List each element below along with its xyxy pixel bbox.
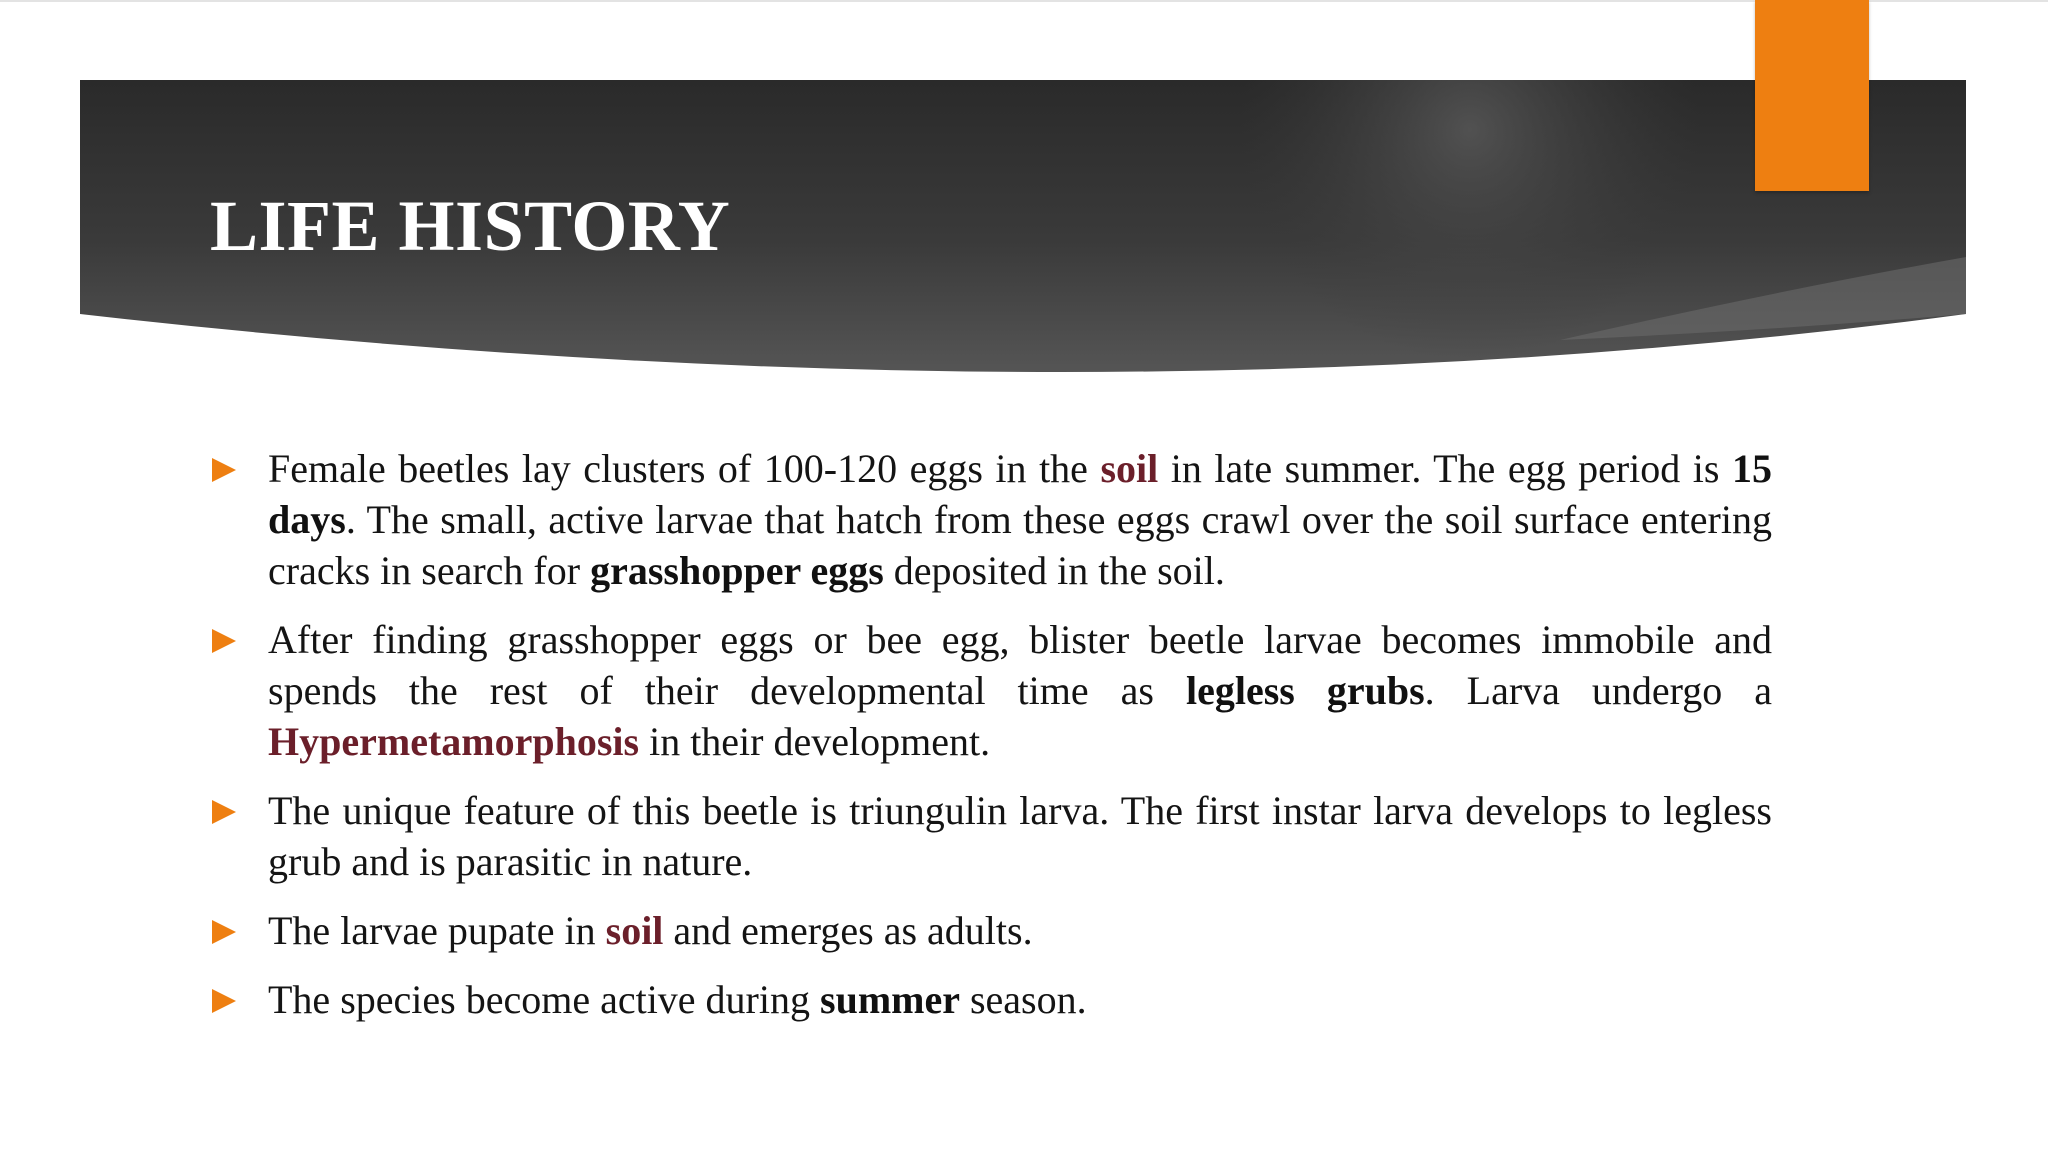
bullet-text: The species become active during bbox=[268, 977, 820, 1022]
highlight-text: Hypermetamorphosis bbox=[268, 719, 640, 764]
highlight-text: soil bbox=[605, 908, 664, 953]
bullet-text: The unique feature of this beetle is triungulin larva. The first instar larva develops to legless grub and is parasitic in nature. bbox=[268, 788, 1772, 884]
bullet-text: Female beetles lay clusters of 100-120 eggs in the bbox=[268, 446, 1101, 491]
bullet-text: in late summer. The egg period is bbox=[1158, 446, 1732, 491]
bullet-item bbox=[212, 614, 1772, 767]
bullet-text: in their development. bbox=[639, 719, 991, 764]
bold-text: grasshopper eggs bbox=[590, 548, 884, 593]
bullet-text: deposited in the soil. bbox=[883, 548, 1225, 593]
bullet-text: and emerges as adults. bbox=[663, 908, 1033, 953]
bullet-text: The larvae pupate in bbox=[268, 908, 606, 953]
bullet-text: . The small, active larvae that hatch from these eggs crawl over the soil surface entering cracks in search for bbox=[268, 497, 1772, 593]
bullet-item bbox=[212, 974, 1772, 1025]
bullet-item bbox=[212, 785, 1772, 887]
bold-text: summer bbox=[820, 977, 960, 1022]
bold-text: legless grubs bbox=[1185, 668, 1425, 713]
bullet-item bbox=[212, 905, 1772, 956]
bullet-text: After finding grasshopper eggs or bee egg, blister beetle larvae becomes immobile and spends the rest of their developmental time as bbox=[268, 617, 1772, 713]
bullet-arrow-icon bbox=[212, 920, 236, 944]
bullet-arrow-icon bbox=[212, 458, 236, 482]
bullet-arrow-icon bbox=[212, 629, 236, 653]
bullet-item bbox=[212, 443, 1772, 596]
bullet-list bbox=[212, 443, 1772, 1043]
bullet-arrow-icon bbox=[212, 989, 236, 1013]
bold-text: 15 days bbox=[268, 446, 1772, 542]
slide-title: LIFE HISTORY bbox=[210, 186, 731, 266]
bullet-text: . Larva undergo a bbox=[1424, 668, 1773, 713]
bullet-text: season. bbox=[959, 977, 1087, 1022]
bullet-arrow-icon bbox=[212, 800, 236, 824]
orange-accent-tab bbox=[1755, 0, 1869, 191]
highlight-text: soil bbox=[1100, 446, 1159, 491]
